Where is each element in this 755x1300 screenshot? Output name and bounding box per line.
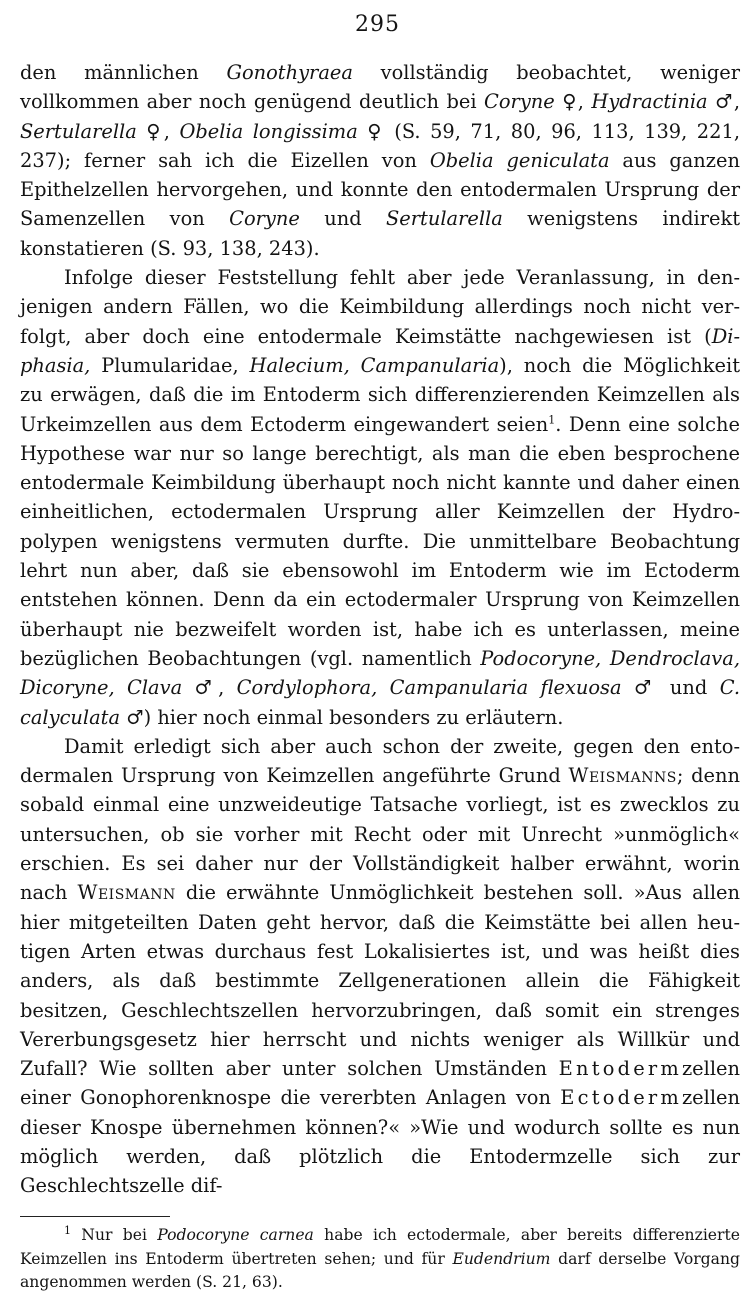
text-run: ♂, [707, 90, 740, 114]
footnote-divider [20, 1216, 170, 1217]
italic-text: Cordylophora, Campanularia flexuosa [236, 676, 622, 700]
italic-text: Podocoryne carnea [157, 1226, 314, 1244]
text-run: darf derselbe Vorgang angenommen werden (S. 21, 63). [20, 1249, 740, 1291]
italic-text: Obelia longissima [179, 119, 358, 143]
text-run: und [299, 207, 387, 231]
text-run: ♂ und [621, 676, 720, 700]
footnote [20, 1224, 740, 1295]
author-name: Weismann [77, 881, 176, 905]
text-run: ), noch die Möglichkeit zu erwägen, daß die im Entoderm sich differenzierenden Keimzellen als Urkeimzellen aus dem Ectoderm eingewandert seien [20, 353, 740, 436]
text-run: ; denn sobald einmal eine unzweideutige Tatsache vorliegt, ist es zwecklos zu untersuchen, ob sie vorher mit Recht oder mit Unrecht »unmöglich« erschien. Es sei daher nur der Vollständigkeit halber erwähnt, worin nach [20, 764, 740, 905]
italic-text: Eudendrium [452, 1249, 551, 1268]
spaced-emphasis: Ectoderm [560, 1086, 682, 1110]
paragraph [20, 263, 740, 732]
text-run: Nur bei [71, 1226, 158, 1244]
author-name: Weismanns [568, 764, 677, 788]
text-run: die erwähnte Unmöglichkeit bestehen soll. »Aus allen hier mitgeteilten Daten geht hervor, daß die Keimstätte bei allen heutigen Arten etwas durchaus fest Lokalisiertes ist, und was heißt dies anders, als daß bestimmte Zellgenerationen allein die Fähigkeit besitzen, Geschlechtszellen hervorzubringen, daß somit ein strenges Vererbungsgesetz hier herrscht und nichts weniger als Willkür und Zufall? Wie sollten aber unter solchen Umständen [20, 881, 740, 1081]
body-text [20, 58, 740, 1201]
text-run: . Denn eine solche Hypothese war nur so lange berechtigt, als man die eben besprochene entodermale Keimbildung überhaupt noch nicht kannte und daher einen einheitlichen, ectodermalen Ursprung aller Keimzellen der Hydropolypen wenigstens vermuten durfte. Die unmittelbare Beobachtung lehrt nun aber, daß sie ebensowohl im Entoderm wie im Ectoderm entstehen können. Denn da ein ectodermaler Ursprung von Keimzellen überhaupt nie bezweifelt worden ist, habe ich es unterlassen, meine bezüglichen Beobachtungen (vgl. namentlich [20, 412, 741, 670]
page-number: 295 [355, 12, 400, 37]
text-run: zellen einer Gonophorenknospe die vererbten Anlagen von [20, 1057, 740, 1110]
text-run: aus ganzen Epithelzellen hervorgehen, und konnte den entodermalen Ursprung der Samenzellen von [20, 148, 740, 231]
italic-text: Halecium, Campanularia [249, 353, 500, 377]
text-run: wenigstens indirekt konstatieren (S. 93, 138, 243). [20, 207, 740, 260]
italic-text: Sertularella [386, 207, 503, 231]
italic-text: Obelia geniculata [429, 148, 610, 172]
text-run: zellen dieser Knospe übernehmen können?« »Wie und wodurch sollte es nun möglich werden, daß plötzlich die Entodermzelle sich zur Geschlechtszelle dif- [20, 1086, 740, 1198]
italic-text: Diphasia, [20, 324, 740, 377]
italic-text: Coryne [229, 207, 300, 231]
text-run: Damit erledigt sich aber auch schon der zweite, gegen den entodermalen Ursprung von Keimzellen angeführte Grund [20, 734, 740, 788]
spaced-emphasis: Entoderm [558, 1057, 682, 1081]
italic-text: C. calyculata [20, 676, 741, 729]
text-run: ♂, [182, 676, 237, 700]
paragraph [20, 58, 740, 263]
text-run: Plumularidae, [90, 353, 250, 377]
text-run: habe ich ectodermale, aber bereits differenzierte Keimzellen ins Entoderm übertreten sehen; und für [20, 1226, 740, 1268]
text-run: ♂) hier noch einmal besonders zu erläutern. [120, 705, 564, 729]
text-run: ♀, [554, 90, 592, 114]
footnote-marker: 1 [64, 1223, 71, 1237]
text-run: den männlichen [20, 61, 227, 84]
text-run: ♀ (S. 59, 71, 80, 96, 113, 139, 221, 237); ferner sah ich die Eizellen von [20, 119, 740, 172]
paragraph [20, 732, 740, 1201]
italic-text: Gonothyraea [226, 61, 353, 84]
italic-text: Hydractinia [591, 90, 708, 114]
text-run: ♀, [136, 119, 180, 143]
footnote-marker: 1 [548, 413, 556, 427]
italic-text: Sertularella [20, 119, 137, 143]
italic-text: Coryne [484, 90, 555, 114]
text-run: Infolge dieser Feststellung fehlt aber jede Veranlassung, in denjenigen andern Fällen, wo die Keimbildung allerdings noch nicht verfolgt, aber doch eine entodermale Keimstätte nachgewiesen ist ( [20, 266, 740, 348]
italic-text: Podocoryne, Dendroclava, Dicoryne, Clava [20, 646, 740, 700]
text-run: vollständig beobachtet, weniger vollkommen aber noch genügend deutlich bei [20, 61, 740, 114]
